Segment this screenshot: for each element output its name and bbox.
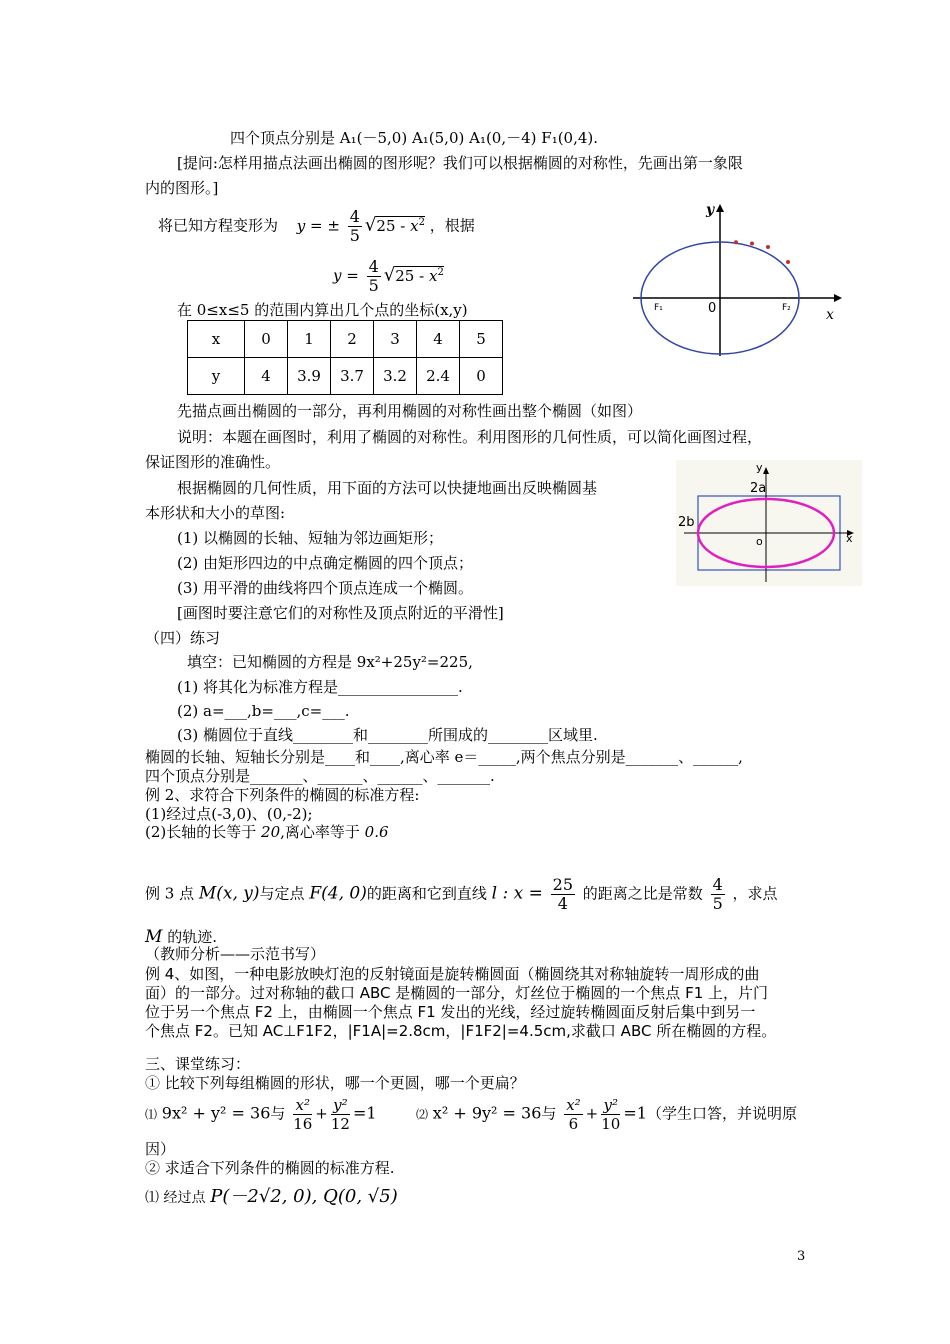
fraction-numerator: 4 <box>712 875 723 894</box>
example3-mid1: 与定点 <box>259 884 305 903</box>
pair1-frac2-num: y² <box>331 1096 350 1115</box>
example2-item2 <box>145 822 389 842</box>
table-cell: 3.2 <box>374 358 417 395</box>
fraction-denominator: 4 <box>557 894 568 913</box>
pair1-frac1-den: 16 <box>293 1115 313 1133</box>
example2-item2-prefix: (2)长轴的长等于 <box>145 823 262 841</box>
geo-line2: 本形状和大小的草图: <box>145 504 286 522</box>
transform-equation: 将已知方程变形为 y = ± $\frac{4}{5}$ $√25 - x^2$ ，根据 <box>158 207 475 245</box>
pair2-label: ⑵ <box>416 1107 429 1122</box>
sketch-line: 先描点画出椭圆的一部分，再利用椭圆的对称性画出整个椭圆（如图） <box>177 402 643 420</box>
section3-q1: ① 比较下列每组椭圆的形状，哪一个更圆，哪一个更扁？ <box>145 1074 525 1092</box>
practice-intro: 填空：已知椭圆的方程是 9x²+25y²=225, <box>187 653 473 671</box>
table-cell: 0 <box>460 358 503 395</box>
comparison-row: ⑴ 9x² + y² = 36与 $\frac{\text{x²}}{16}$ + $\frac{\text{y²}}{12}$ =1 <box>145 1096 377 1133</box>
section3-q2-item <box>145 1182 398 1208</box>
pair2-equation: x² + 9y² = 36 <box>432 1103 542 1123</box>
example2-number-06: 0.6 <box>364 823 389 841</box>
origin-label: 0 <box>708 301 717 316</box>
transform-suffix: ，根据 <box>429 216 475 235</box>
table-cell: 4 <box>417 321 460 358</box>
plot-point <box>766 245 770 249</box>
example3-line <box>145 876 778 913</box>
teacher-note: （教师分析——示范书写） <box>145 945 326 963</box>
table-cell: 3 <box>374 321 417 358</box>
practice-item-2: (2) a=___,b=___,c=___. <box>177 702 350 720</box>
example2-item2-mid: ,离心率等于 <box>280 823 365 841</box>
practice-item-1: (1) 将其化为标准方程是________________. <box>177 678 463 696</box>
ellipse-graph-2 <box>676 460 862 586</box>
plot-point <box>750 242 754 246</box>
example3-prefix: 例 3 点 <box>145 884 195 903</box>
transform-prefix: 将已知方程变形为 <box>158 216 279 235</box>
table-cell: 5 <box>460 321 503 358</box>
q2-item-points: P(－2√2, 0), Q(0, √5) <box>210 1186 398 1207</box>
pair1-tail: =1 <box>352 1103 377 1123</box>
table-cell: 3.9 <box>288 358 331 395</box>
table-cell: 3.7 <box>331 358 374 395</box>
pair2-frac1-num: x² <box>566 1096 581 1114</box>
table-cell: x <box>188 321 245 358</box>
y-axis-label: y <box>706 202 715 218</box>
y-axis-label: y <box>756 461 763 474</box>
example4-line1: 例 4、如图，一种电影放映灯泡的反射镜面是旋转椭圆面（椭圆绕其对称轴旋转一周形成的曲 <box>145 965 760 983</box>
page-number: 3 <box>797 1249 806 1264</box>
label-2b: 2b <box>678 515 695 530</box>
y-axis-arrow <box>716 204 724 212</box>
table-cell: 0 <box>245 321 288 358</box>
example3-suffix: ，求点 <box>732 884 778 903</box>
fraction-numerator: 25 <box>552 875 573 894</box>
pair2-frac2-den: 10 <box>601 1115 621 1133</box>
pair2-frac2-num: y² <box>601 1096 620 1115</box>
table-row <box>188 358 503 395</box>
directrix: l : x = <box>491 883 543 904</box>
positive-equation: y = $\frac{4}{5}$ $√25 - x^2$ <box>333 257 444 295</box>
plot-point <box>734 240 738 244</box>
pair1-with: 与 <box>270 1104 286 1123</box>
origin-label: o <box>756 535 763 548</box>
pair1-frac2-den: 12 <box>330 1115 350 1133</box>
example4-line3: 位于另一个焦点 F2 上，由椭圆一个焦点 F1 发出的光线，经过旋转椭圆面反射后集中到另一 <box>145 1003 756 1021</box>
focus-label-f2: F₂ <box>782 303 791 313</box>
label-2a: 2a <box>750 481 767 496</box>
section3-heading: 三、课堂练习： <box>145 1055 251 1073</box>
plot-point <box>786 260 790 264</box>
point-m-label: M <box>145 927 163 947</box>
example4-line2: 面）的一部分。过对称轴的截口 ABC 是椭圆的一部分，灯丝位于椭圆的一个焦点 F1 上，片门 <box>145 984 769 1002</box>
table-row <box>188 321 503 358</box>
example2-title: 例 2、求符合下列条件的椭圆的标准方程: <box>145 786 420 804</box>
pair2-note-cont: 因） <box>145 1140 176 1158</box>
x-axis-label: x <box>826 307 834 323</box>
question-line2: 内的图形。] <box>145 179 219 197</box>
table-cell: y <box>188 358 245 395</box>
example4-line4: 个焦点 F2。已知 AC⊥F1F2，|F1A|=2.8cm，|F1F2|=4.5cm,求截口 ABC 所在椭圆的方程。 <box>145 1022 777 1040</box>
pair2-note: （学生口答，并说明原 <box>646 1104 797 1123</box>
pair1-equation: 9x² + y² = 36 <box>161 1103 271 1123</box>
ellipse-graph-1 <box>628 198 850 360</box>
caution-line: [画图时要注意它们的对称性及顶点附近的平滑性] <box>177 604 504 622</box>
pair1-label: ⑴ <box>145 1107 158 1122</box>
step-2: (2) 由矩形四边的中点确定椭圆的四个顶点； <box>177 554 474 572</box>
range-line: 在 0≤x≤5 的范围内算出几个点的坐标(x,y) <box>177 301 468 319</box>
x-axis-label: x <box>846 532 853 545</box>
table-cell: 4 <box>245 358 288 395</box>
comparison-row-2: ⑵ x² + 9y² = 36与 $\frac{\text{x²}}{6}$ + $\frac{\text{y²}}{10}$ =1（学生口答，并说明原 <box>416 1096 797 1133</box>
pair2-with: 与 <box>541 1104 557 1123</box>
table-cell: 2.4 <box>417 358 460 395</box>
q2-item-label: ⑴ 经过点 <box>145 1190 206 1206</box>
fraction-denominator: 5 <box>712 894 723 913</box>
table-cell: 2 <box>331 321 374 358</box>
question-line1: [提问:怎样用描点法画出椭圆的图形呢？我们可以根据椭圆的对称性，先画出第一象限 <box>177 154 743 172</box>
geo-line1: 根据椭圆的几何性质，用下面的方法可以快捷地画出反映椭圆基 <box>177 479 598 497</box>
example3-line2-text: 的轨迹. <box>167 928 217 946</box>
example3-mid3: 的距离之比是常数 <box>582 884 703 903</box>
vertices-line: 四个顶点分别是 A₁(－5,0) A₁(5,0) A₁(0,－4) F₁(0,4). <box>230 129 599 147</box>
section3-q2: ② 求适合下列条件的椭圆的标准方程. <box>145 1159 395 1177</box>
pair2-tail: =1 <box>623 1103 647 1123</box>
example3-mid2: 的距离和它到直线 <box>366 884 487 903</box>
table-cell: 1 <box>288 321 331 358</box>
focus-label-f1: F₁ <box>654 303 663 313</box>
step-1: (1) 以椭圆的长轴、短轴为邻边画矩形； <box>177 529 444 547</box>
practice-heading: （四）练习 <box>145 629 221 647</box>
point-f: F(4, 0) <box>309 883 367 904</box>
pair1-frac1-num: x² <box>293 1096 312 1115</box>
step-3: (3) 用平滑的曲线将四个顶点连成一个椭圆。 <box>177 579 474 597</box>
example2-item1: (1)经过点(-3,0)、(0,-2); <box>145 805 313 823</box>
axes-line-2: 四个顶点分别是_______、______、______、_______. <box>145 767 495 785</box>
example2-number-20: 20 <box>261 823 281 841</box>
axes-line-1: 椭圆的长轴、短轴长分别是____和____,离心率 e＝_____,两个焦点分别是_______、______, <box>145 748 743 766</box>
pair2-frac1-den: 6 <box>568 1115 579 1133</box>
coordinate-table <box>187 320 503 395</box>
note-line2: 保证图形的准确性。 <box>145 453 281 471</box>
x-axis-arrow <box>834 294 842 302</box>
practice-item-3: (3) 椭圆位于直线________和________所围成的________区域里. <box>177 726 598 744</box>
point-m: M(x, y) <box>198 883 260 904</box>
note-line1: 说明：本题在画图时，利用了椭圆的对称性。利用图形的几何性质，可以简化画图过程， <box>177 428 763 446</box>
